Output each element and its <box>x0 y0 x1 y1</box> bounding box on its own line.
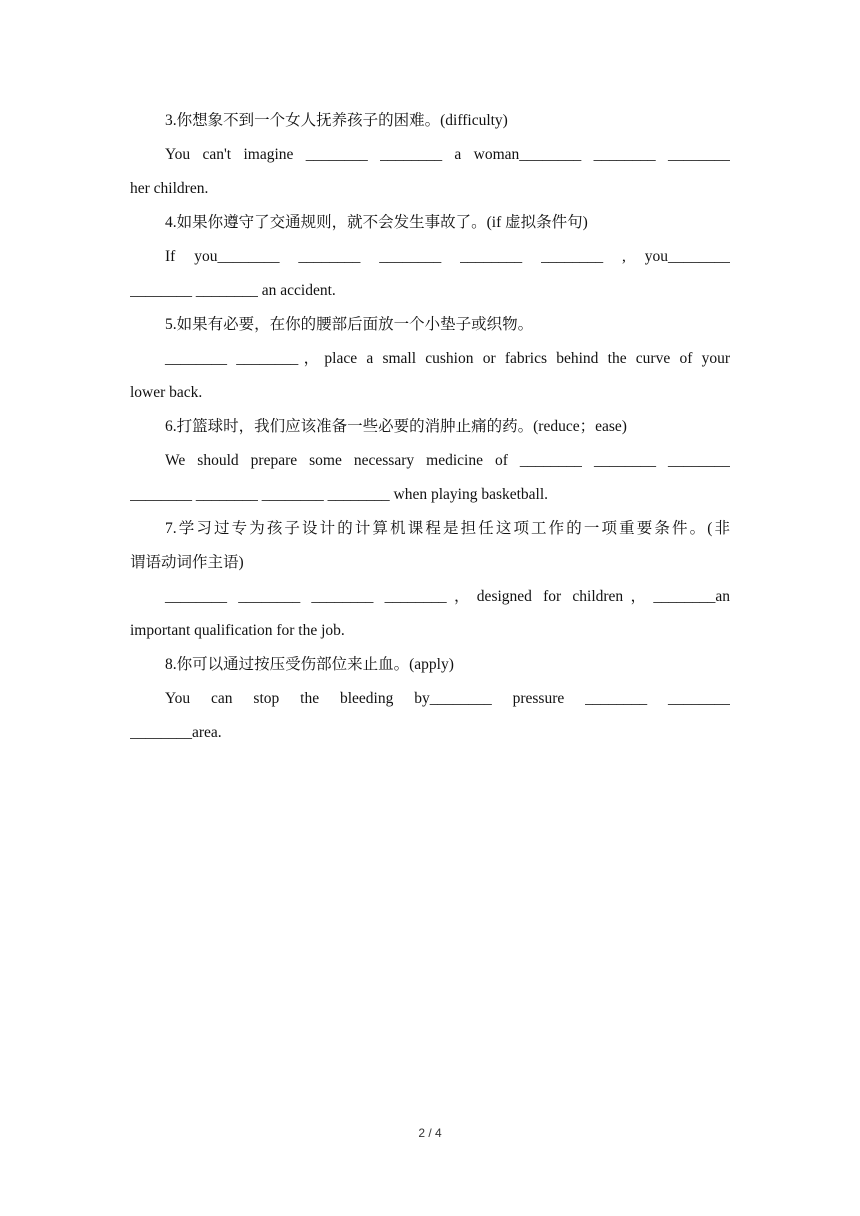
question-6-prompt: 6.打篮球时，我们应该准备一些必要的消肿止痛的药。(reduce；ease) <box>165 418 627 435</box>
question-6-answer-line-1: We should prepare some necessary medicine of ________ ________ ________ <box>165 452 730 469</box>
question-7-prompt-line-1: 7.学习过专为孩子设计的计算机课程是担任这项工作的一项重要条件。(非 <box>165 520 730 537</box>
question-3-answer-line-2: her children. <box>130 180 209 197</box>
question-7-answer-line-1: ________ ________ ________ ________，designed for children，________an <box>165 588 730 605</box>
question-3-answer-line-1: You can't imagine ________ ________ a woman________ ________ ________ <box>165 146 730 163</box>
question-5-answer-line-1: ________ ________，place a small cushion or fabrics behind the curve of your <box>165 350 730 367</box>
question-6-answer-line-2: ________ ________ ________ ________ when playing basketball. <box>130 486 549 503</box>
question-4-prompt: 4.如果你遵守了交通规则，就不会发生事故了。(if 虚拟条件句) <box>165 214 588 231</box>
question-8-answer-line-1: You can stop the bleeding by________ pressure ________ ________ <box>165 690 730 707</box>
question-4-answer-line-1: If you________ ________ ________ ________ ________ , you________ <box>165 248 730 265</box>
question-8-answer-line-2: ________area. <box>130 724 222 741</box>
question-5-answer-line-2: lower back. <box>130 384 203 401</box>
question-7-prompt-line-2: 谓语动词作主语) <box>130 554 244 571</box>
question-3-prompt: 3.你想象不到一个女人抚养孩子的困难。(difficulty) <box>165 112 508 129</box>
page-number: 2 / 4 <box>418 1126 442 1140</box>
question-4-answer-line-2: ________ ________ an accident. <box>130 282 336 299</box>
question-8-prompt: 8.你可以通过按压受伤部位来止血。(apply) <box>165 656 454 673</box>
question-5-prompt: 5.如果有必要，在你的腰部后面放一个小垫子或织物。 <box>165 316 534 333</box>
exercise-content <box>130 104 730 750</box>
question-7-answer-line-2: important qualification for the job. <box>130 622 345 639</box>
